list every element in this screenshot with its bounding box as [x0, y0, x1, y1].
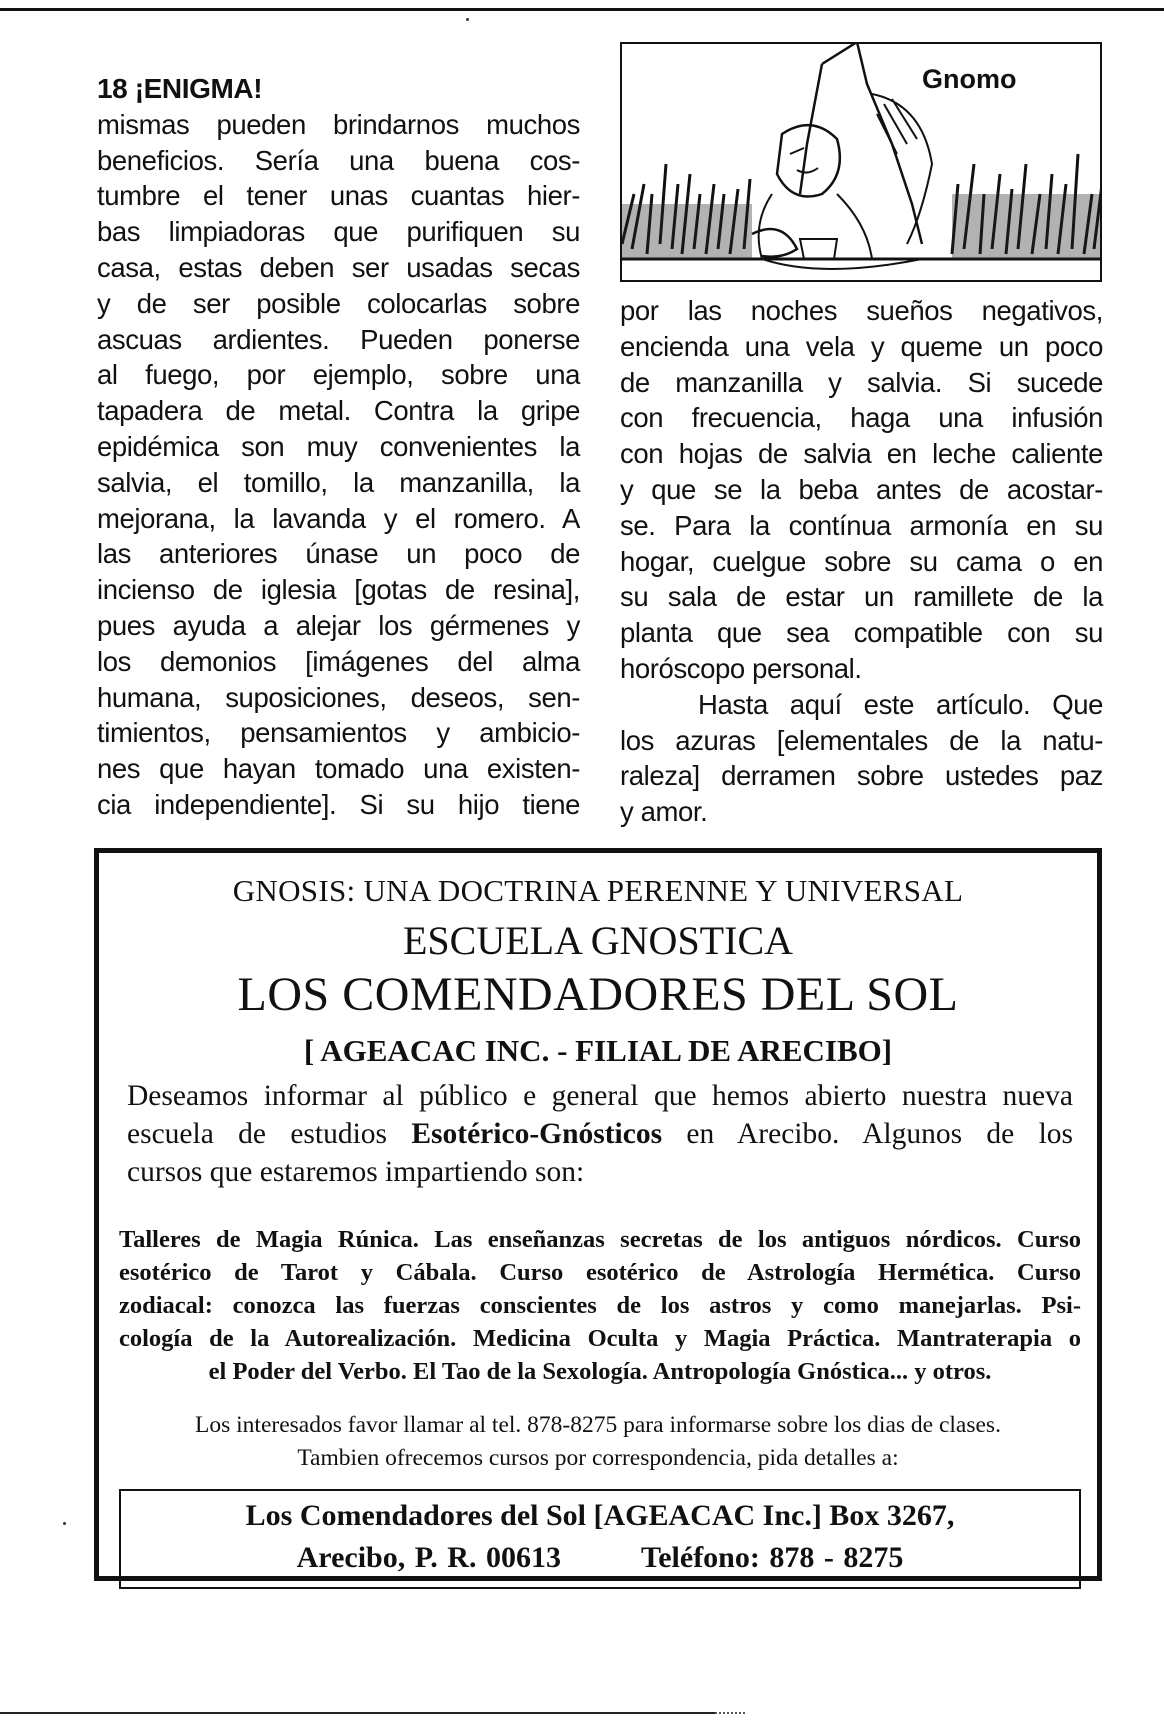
article-line: bas limpiadoras que purifiquen su [97, 216, 580, 248]
ad-contact-phone: Los interesados favor llamar al tel. 878-8275 para informarse sobre los dias de clases. [195, 1412, 1001, 1438]
ad-headline-filial: [ AGEACAC INC. - FILIAL DE ARECIBO] [303, 1033, 893, 1068]
bottom-rule-dotted [715, 1712, 745, 1714]
article-right-column [620, 293, 1103, 830]
article-line: de manzanilla y salvia. Si sucede [620, 366, 1103, 398]
ad-course-line: cología de la Autorealización. Medicina Oculta y Magia Práctica. Mantraterapia o [119, 1325, 1081, 1352]
ad-courses-list [119, 1223, 1081, 1388]
article-line: su sala de estar un ramillete de la [620, 581, 1103, 613]
article-line: se. Para la contínua armonía en su [620, 509, 1103, 541]
ad-headline-gnosis: GNOSIS: UNA DOCTRINA PERENNE Y UNIVERSAL [232, 873, 964, 908]
article-line: nes que hayan tomado una existen- [97, 753, 580, 785]
ad-headline-school: ESCUELA GNOSTICA [402, 918, 794, 963]
article-line: con hojas de salvia en leche caliente [620, 438, 1103, 470]
article-line: encienda una vela y queme un poco [620, 330, 1103, 362]
ad-contact-correspondence: Tambien ofrecemos cursos por correspondencia, pida detalles a: [297, 1445, 899, 1471]
article-line: con frecuencia, haga una infusión [620, 402, 1103, 434]
advertisement-box [94, 848, 1102, 1581]
article-line: los azuras [elementales de la natu- [620, 724, 1103, 756]
article-line: al fuego, por ejemplo, sobre una [97, 359, 580, 391]
print-speck [466, 18, 469, 21]
article-line: beneficios. Sería una buena cos- [97, 144, 580, 176]
article-line: ascuas ardientes. Pueden ponerse [97, 323, 580, 355]
ad-course-line: zodiacal: conozca las fuerzas conscientes de los astros y como manejarlas. Psi- [119, 1292, 1081, 1319]
article-line: mismas pueden brindarnos muchos [97, 108, 580, 140]
ad-course-line: el Poder del Verbo. El Tao de la Sexología. Antropología Gnóstica... y otros. [208, 1358, 992, 1385]
gnome-drawing [622, 44, 1102, 282]
article-line: Hasta aquí este artículo. Que [698, 688, 1103, 720]
page-heading: 18 ¡ENIGMA! [97, 73, 263, 104]
article-line: salvia, el tomillo, la manzanilla, la [97, 466, 580, 498]
ad-intro-line [127, 1115, 1073, 1153]
illustration-caption: Gnomo [922, 64, 1017, 94]
article-line: por las noches sueños negativos, [620, 295, 1103, 326]
ad-intro-line: Deseamos informar al público e general que hemos abierto nuestra nueva [127, 1080, 1073, 1112]
article-line: timientos, pensamientos y ambicio- [97, 717, 580, 749]
top-rule [0, 8, 1164, 11]
address-phone: Teléfono: 878 - 8275 [640, 1541, 904, 1574]
ad-course-line: esotérico de Tarot y Cábala. Curso esotérico de Astrología Hermética. Curso [119, 1259, 1081, 1286]
article-line: humana, suposiciones, deseos, sen- [97, 681, 580, 713]
article-line: mejorana, la lavanda y el romero. A [97, 502, 580, 534]
gnome-illustration [620, 42, 1102, 282]
article-line: y amor. [620, 796, 708, 828]
bottom-rule [0, 1712, 715, 1714]
article-line: las anteriores únase un poco de [97, 538, 580, 570]
address-box [119, 1489, 1081, 1589]
ad-intro-emphasis: Esotérico-Gnósticos [411, 1118, 663, 1150]
article-line: cia independiente]. Si su hijo tiene [97, 788, 580, 820]
article-line: los demonios [imágenes del alma [97, 645, 580, 677]
address-line-1: Los Comendadores del Sol [AGEACAC Inc.] Box 3267, [245, 1499, 955, 1532]
address-city: Arecibo, P. R. 00613 [296, 1541, 561, 1574]
ad-intro-text: escuela de estudios [127, 1118, 412, 1150]
article-line: hogar, cuelgue sobre su cama o en [620, 545, 1103, 577]
article-line: tapadera de metal. Contra la gripe [97, 395, 580, 427]
print-speck [63, 1522, 66, 1525]
article-line: epidémica son muy convenientes la [97, 430, 580, 462]
article-line: tumbre el tener unas cuantas hier- [97, 180, 580, 212]
article-line: pues ayuda a alejar los gérmenes y [97, 609, 580, 641]
article-line: y de ser posible colocarlas sobre [97, 287, 580, 319]
ad-intro-text: en Arecibo. Algunos de los [662, 1118, 1073, 1150]
ad-intro-line: cursos que estaremos impartiendo son: [127, 1156, 585, 1188]
article-line: horóscopo personal. [620, 652, 862, 684]
article-line: raleza] derramen sobre ustedes paz [620, 760, 1103, 792]
article-line: y que se la beba antes de acostar- [620, 473, 1103, 505]
article-line: planta que sea compatible con su [620, 617, 1103, 649]
address-line-2 [121, 1541, 1079, 1575]
ad-intro [127, 1077, 1073, 1191]
ad-course-line: Talleres de Magia Rúnica. Las enseñanzas secretas de los antiguos nórdicos. Curso [119, 1226, 1081, 1253]
article-line: incienso de iglesia [gotas de resina], [97, 574, 580, 606]
ad-headline-name: LOS COMENDADORES DEL SOL [237, 968, 959, 1021]
article-line: casa, estas deben ser usadas secas [97, 251, 580, 283]
article-left-column [97, 71, 580, 823]
